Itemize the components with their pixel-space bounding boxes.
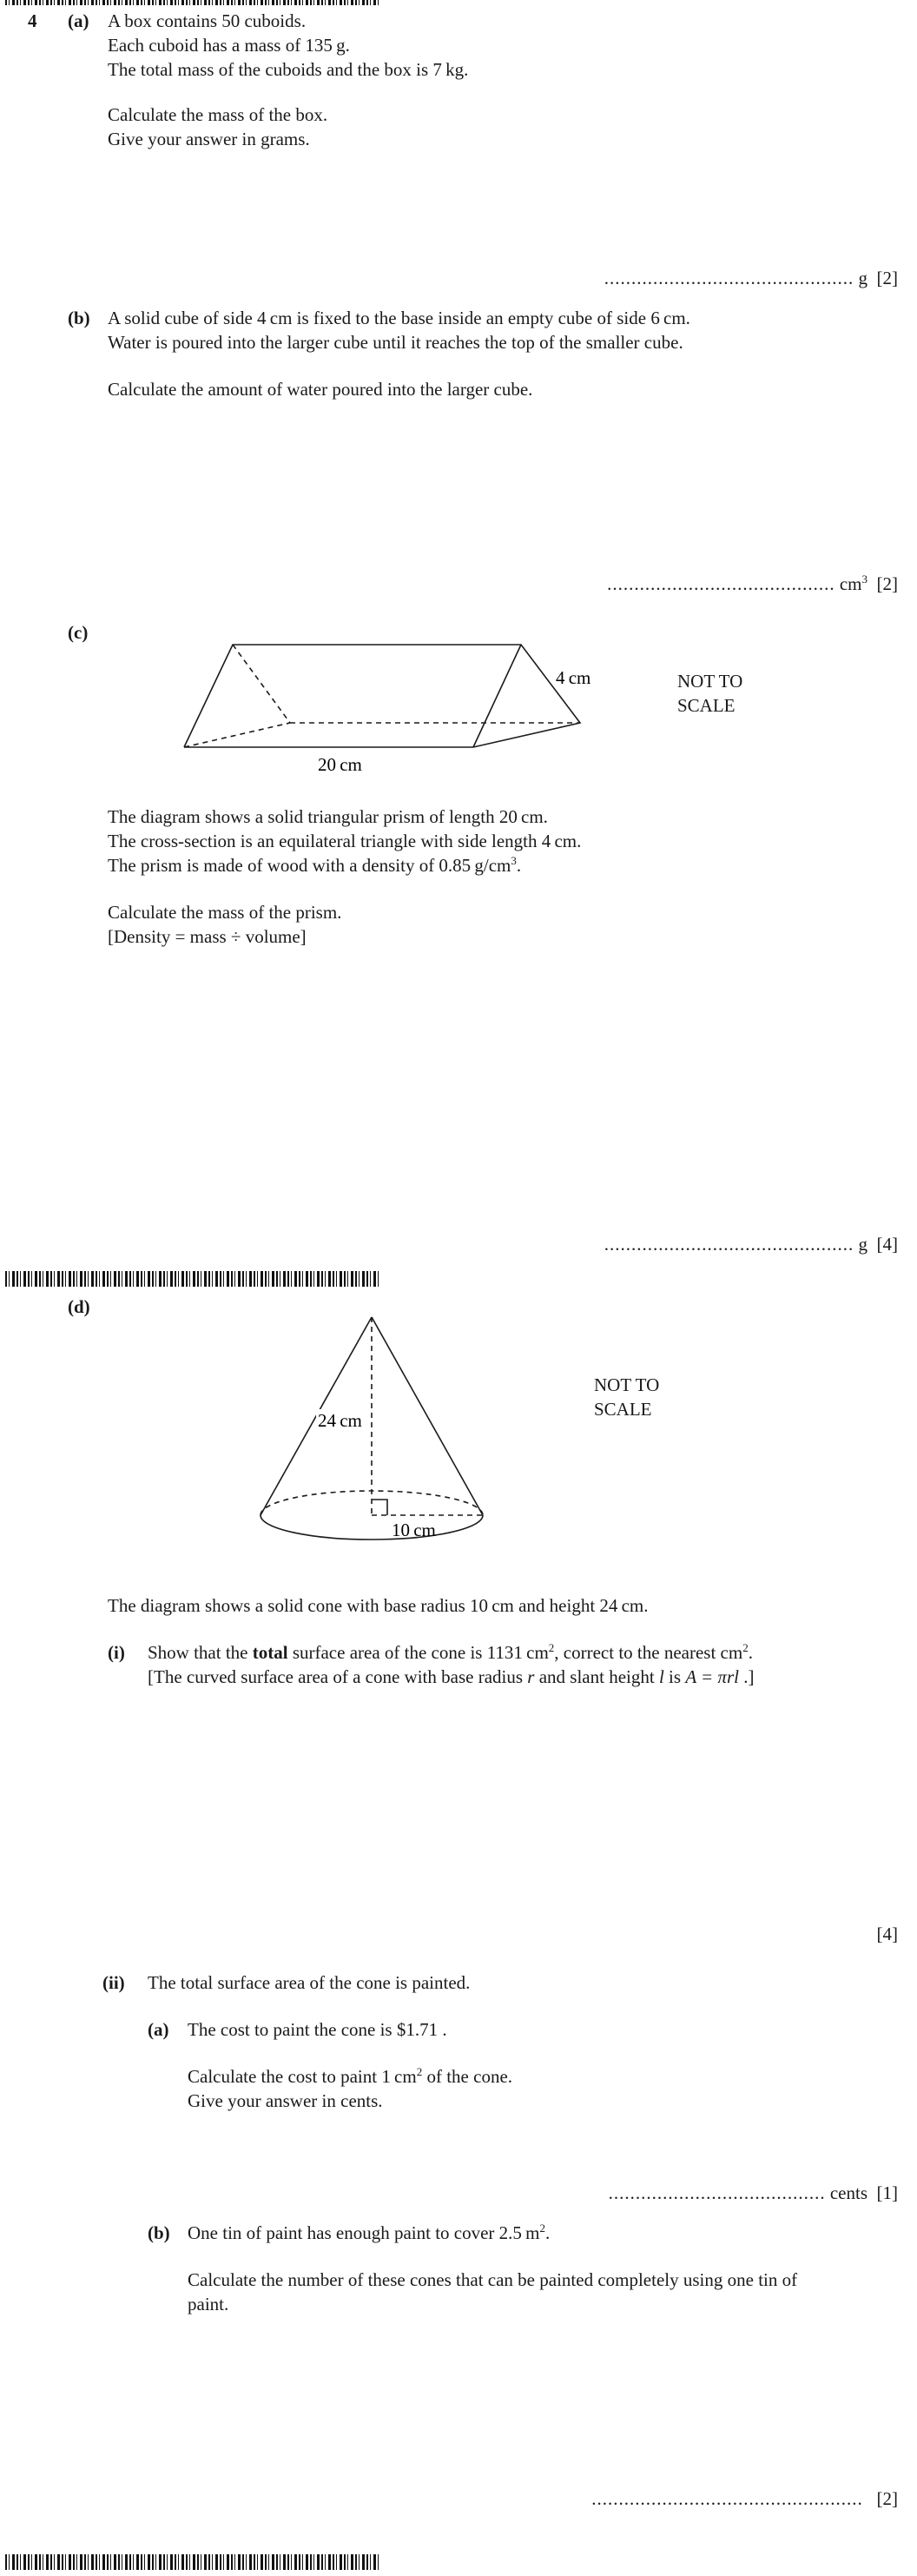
part-d-i-marks: [4]	[876, 1924, 898, 1944]
marks: [4]	[876, 1234, 898, 1255]
answer-dots: ..............................................	[604, 1234, 854, 1255]
part-d-ii-a-text: The cost to paint the cone is $1.71 .	[188, 2019, 447, 2040]
prism-hidden-edge-left	[233, 645, 290, 723]
cone-base-front	[261, 1515, 483, 1540]
not-to-scale-c-1: NOT TO	[677, 671, 743, 692]
barcode-middle	[5, 1271, 379, 1287]
part-b-line-2: Water is poured into the larger cube until it reaches the top of the smaller cube.	[108, 332, 683, 353]
cone-diagram	[0, 1303, 917, 1564]
cone-slant-label: 24 cm	[318, 1410, 362, 1431]
part-d-ii-a-label: (a)	[148, 2019, 169, 2040]
part-d-ii-b-instruction-1: Calculate the number of these cones that can be painted completely using one tin of	[188, 2269, 798, 2290]
prism-length-label: 20 cm	[318, 754, 362, 775]
part-d-ii-text: The total surface area of the cone is painted.	[148, 1972, 471, 1993]
part-d-ii-a-instruction-1: Calculate the cost to paint 1 $cm^2$ of the cone.	[188, 2065, 513, 2087]
part-a-line-3: The total mass of the cuboids and the box is 7 kg.	[108, 59, 469, 80]
part-a-label: (a)	[68, 10, 89, 31]
right-angle-marker	[372, 1500, 387, 1515]
unit-superscript: 3	[861, 573, 868, 586]
part-b-label: (b)	[68, 308, 90, 328]
part-a-instruction-2: Give your answer in grams.	[108, 129, 310, 149]
not-to-scale-d-2: SCALE	[594, 1399, 652, 1420]
part-a-line-2: Each cuboid has a mass of 135 g.	[108, 35, 350, 56]
answer-unit: cents	[829, 2182, 868, 2203]
part-d-ii-a-instruction-2: Give your answer in cents.	[188, 2090, 383, 2111]
question-number: 4	[28, 10, 37, 31]
not-to-scale-d-1: NOT TO	[594, 1374, 660, 1395]
part-c-answer-line[interactable]	[604, 1232, 898, 1256]
part-c-formula: [Density = mass ÷ volume]	[108, 926, 307, 947]
barcode-bottom	[5, 2554, 379, 2570]
part-c-density-line: The prism is made of wood with a density of 0.85 $g/cm^3$.	[108, 854, 522, 876]
part-c-label: (c)	[68, 622, 89, 643]
part-d-intro: The diagram shows a solid cone with base radius 10 cm and height 24 cm.	[108, 1595, 649, 1616]
part-a-line-1: A box contains 50 cuboids.	[108, 10, 307, 31]
cone-radius-label: 10 cm	[392, 1520, 436, 1540]
part-d-label: (d)	[68, 1296, 90, 1317]
part-c-instruction: Calculate the mass of the prism.	[108, 902, 342, 923]
part-d-ii-b-label: (b)	[148, 2222, 170, 2243]
marks: [1]	[876, 2182, 898, 2203]
answer-unit: g	[858, 268, 868, 288]
marks: [2]	[876, 573, 898, 594]
part-c-line-2: The cross-section is an equilateral triangle with side length 4 cm.	[108, 831, 582, 851]
part-d-i-text: Show that the total surface area of the cone is 1131 $cm^2$, correct to the nearest $cm^2$.	[148, 1641, 753, 1663]
answer-dots: ..............................................	[604, 268, 854, 288]
part-d-ii-label: (ii)	[102, 1972, 125, 1993]
part-d-ii-b-text: One tin of paint has enough paint to cover 2.5 $m^2$.	[188, 2222, 551, 2243]
marks: [2]	[876, 268, 898, 288]
marks: [2]	[876, 2488, 898, 2509]
part-d-ii-b-instruction-2: paint.	[188, 2294, 229, 2314]
part-a-instruction-1: Calculate the mass of the box.	[108, 104, 328, 125]
answer-dots: ..........................................	[607, 573, 835, 594]
prism-visible-edges	[184, 645, 580, 747]
prism-diagram	[0, 0, 917, 782]
answer-dots: ........................................	[608, 2182, 826, 2203]
part-d-i-label: (i)	[108, 1642, 125, 1663]
answer-dots: ..................................................	[591, 2488, 863, 2509]
prism-top-edge-right	[473, 645, 521, 747]
cone-right-edge	[372, 1317, 483, 1515]
prism-hidden-edge-base	[184, 723, 290, 747]
part-d-ii-b-answer-line[interactable]	[591, 2487, 898, 2511]
prism-side-label: 4 cm	[556, 667, 591, 688]
answer-unit: g	[858, 1234, 868, 1255]
answer-unit: cm	[839, 573, 862, 594]
part-c-line-1: The diagram shows a solid triangular prism of length 20 cm.	[108, 806, 548, 827]
part-b-line-1: A solid cube of side 4 cm is fixed to the base inside an empty cube of side 6 cm.	[108, 308, 690, 328]
part-b-instruction: Calculate the amount of water poured into the larger cube.	[108, 379, 533, 400]
part-d-i-formula: [The curved surface area of a cone with base radius r and slant height l is A = πrl .]	[148, 1666, 755, 1687]
not-to-scale-c-2: SCALE	[677, 695, 736, 716]
part-d-ii-a-answer-line[interactable]	[609, 2181, 898, 2205]
